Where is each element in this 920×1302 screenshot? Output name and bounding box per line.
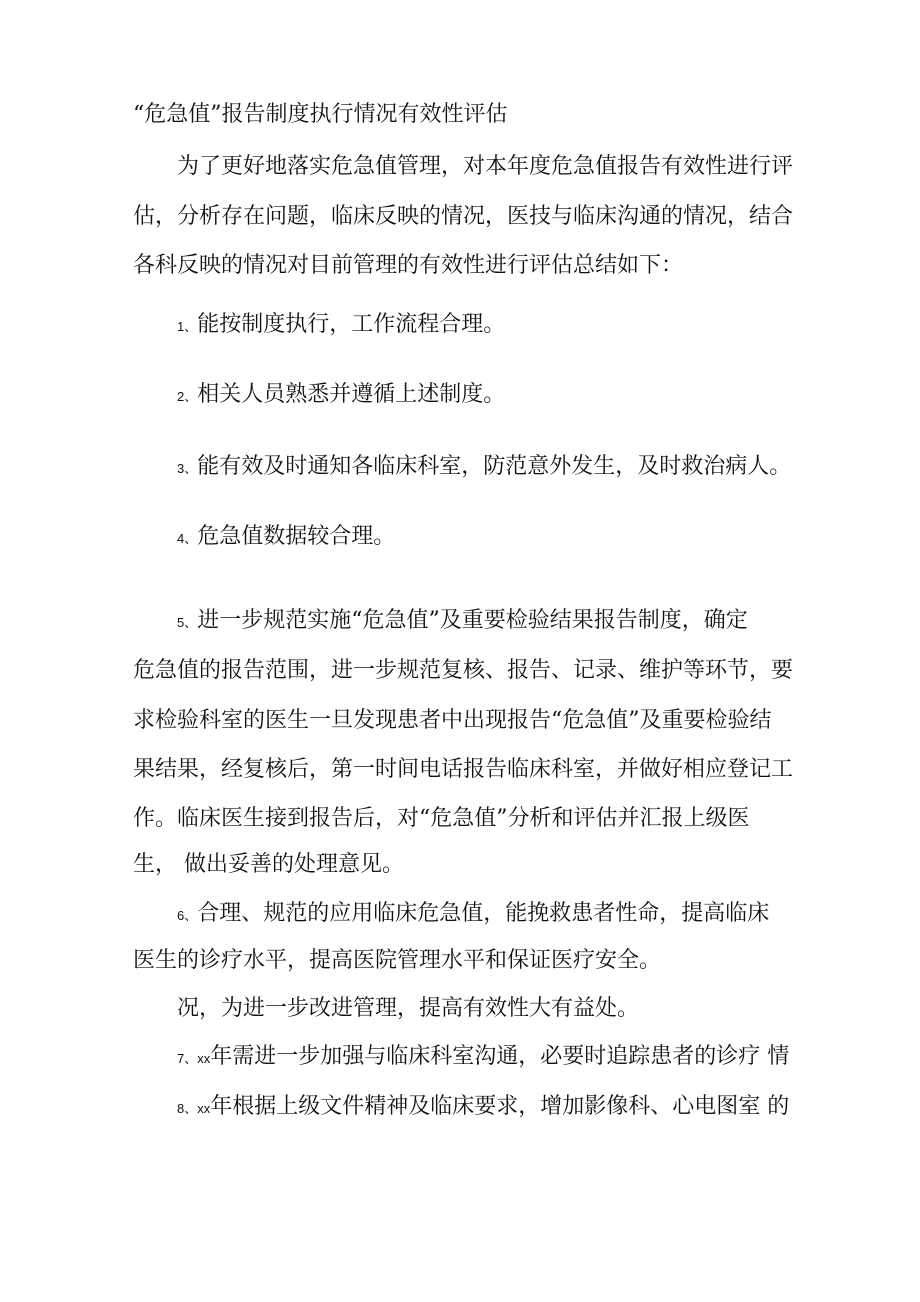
list-item-5 [177, 606, 748, 638]
intro-line-3: 各科反映的情况对目前管理的有效性进行评估总结如下： [133, 253, 684, 278]
list-item-text: 进一步规范实施“危急值”及重要检验结果报告制度，确定 [197, 608, 748, 633]
list-item-text: 合理、规范的应用临床危急值，能挽救患者性命，提高临床 [197, 901, 770, 926]
year-placeholder: xx [197, 1101, 211, 1116]
intro-line-2: 估，分析存在问题，临床反映的情况，医技与临床沟通的情况，结合 [133, 204, 794, 229]
list-item-number: 6、 [177, 908, 198, 923]
list-item-3 [177, 452, 791, 484]
year-placeholder: xx [197, 1051, 211, 1066]
list-item-text: 危急值数据较合理。 [197, 524, 396, 549]
intro-line-1: 为了更好地落实危急值管理，对本年度危急值报告有效性进行评 [177, 154, 794, 179]
list-item-number: 1、 [177, 319, 198, 334]
list-item-text: 能有效及时通知各临床科室，防范意外发生，及时救治病人。 [197, 454, 792, 479]
list-item-text: 年需进一步加强与临床科室沟通，必要时追踪患者的诊疗 情 [210, 1044, 790, 1069]
list-item-5-line-4: 果结果，经复核后，第一时间电话报告临床科室，并做好相应登记工 [133, 757, 794, 782]
list-item-4 [177, 522, 395, 554]
list-item-number: 4、 [177, 531, 198, 546]
list-item-1 [177, 310, 505, 342]
document-title: “危急值”报告制度执行情况有效性评估 [133, 102, 508, 127]
list-item-number: 3、 [177, 461, 198, 476]
list-item-5-line-2: 危急值的报告范围，进一步规范复核、报告、记录、维护等环节，要 [133, 658, 794, 683]
list-item-text: 相关人员熟悉并遵循上述制度。 [197, 382, 506, 407]
list-item-number: 5、 [177, 615, 198, 630]
list-item-5-line-5: 作。临床医生接到报告后，对“危急值”分析和评估并汇报上级医 [133, 806, 750, 831]
list-item-7 [177, 1042, 789, 1074]
list-item-5-line-3: 求检验科室的医生一旦发现患者中出现报告“危急值”及重要检验结 [133, 708, 772, 733]
list-item-6 [177, 899, 769, 931]
list-item-5-line-6: 生， 做出妥善的处理意见。 [133, 852, 404, 877]
list-item-number: 8、 [177, 1101, 198, 1116]
list-item-2 [177, 380, 505, 412]
list-item-text: 能按制度执行，工作流程合理。 [197, 312, 506, 337]
list-item-text: 年根据上级文件精神及临床要求，增加影像科、心电图室 的 [210, 1094, 790, 1119]
list-item-8 [177, 1092, 789, 1124]
list-item-number: 2、 [177, 389, 198, 404]
list-item-number: 7、 [177, 1051, 198, 1066]
list-item-6-line-2: 医生的诊疗水平，提高医院管理水平和保证医疗安全。 [133, 948, 662, 973]
orphan-line: 况，为进一步改进管理，提高有效性大有益处。 [177, 996, 640, 1021]
